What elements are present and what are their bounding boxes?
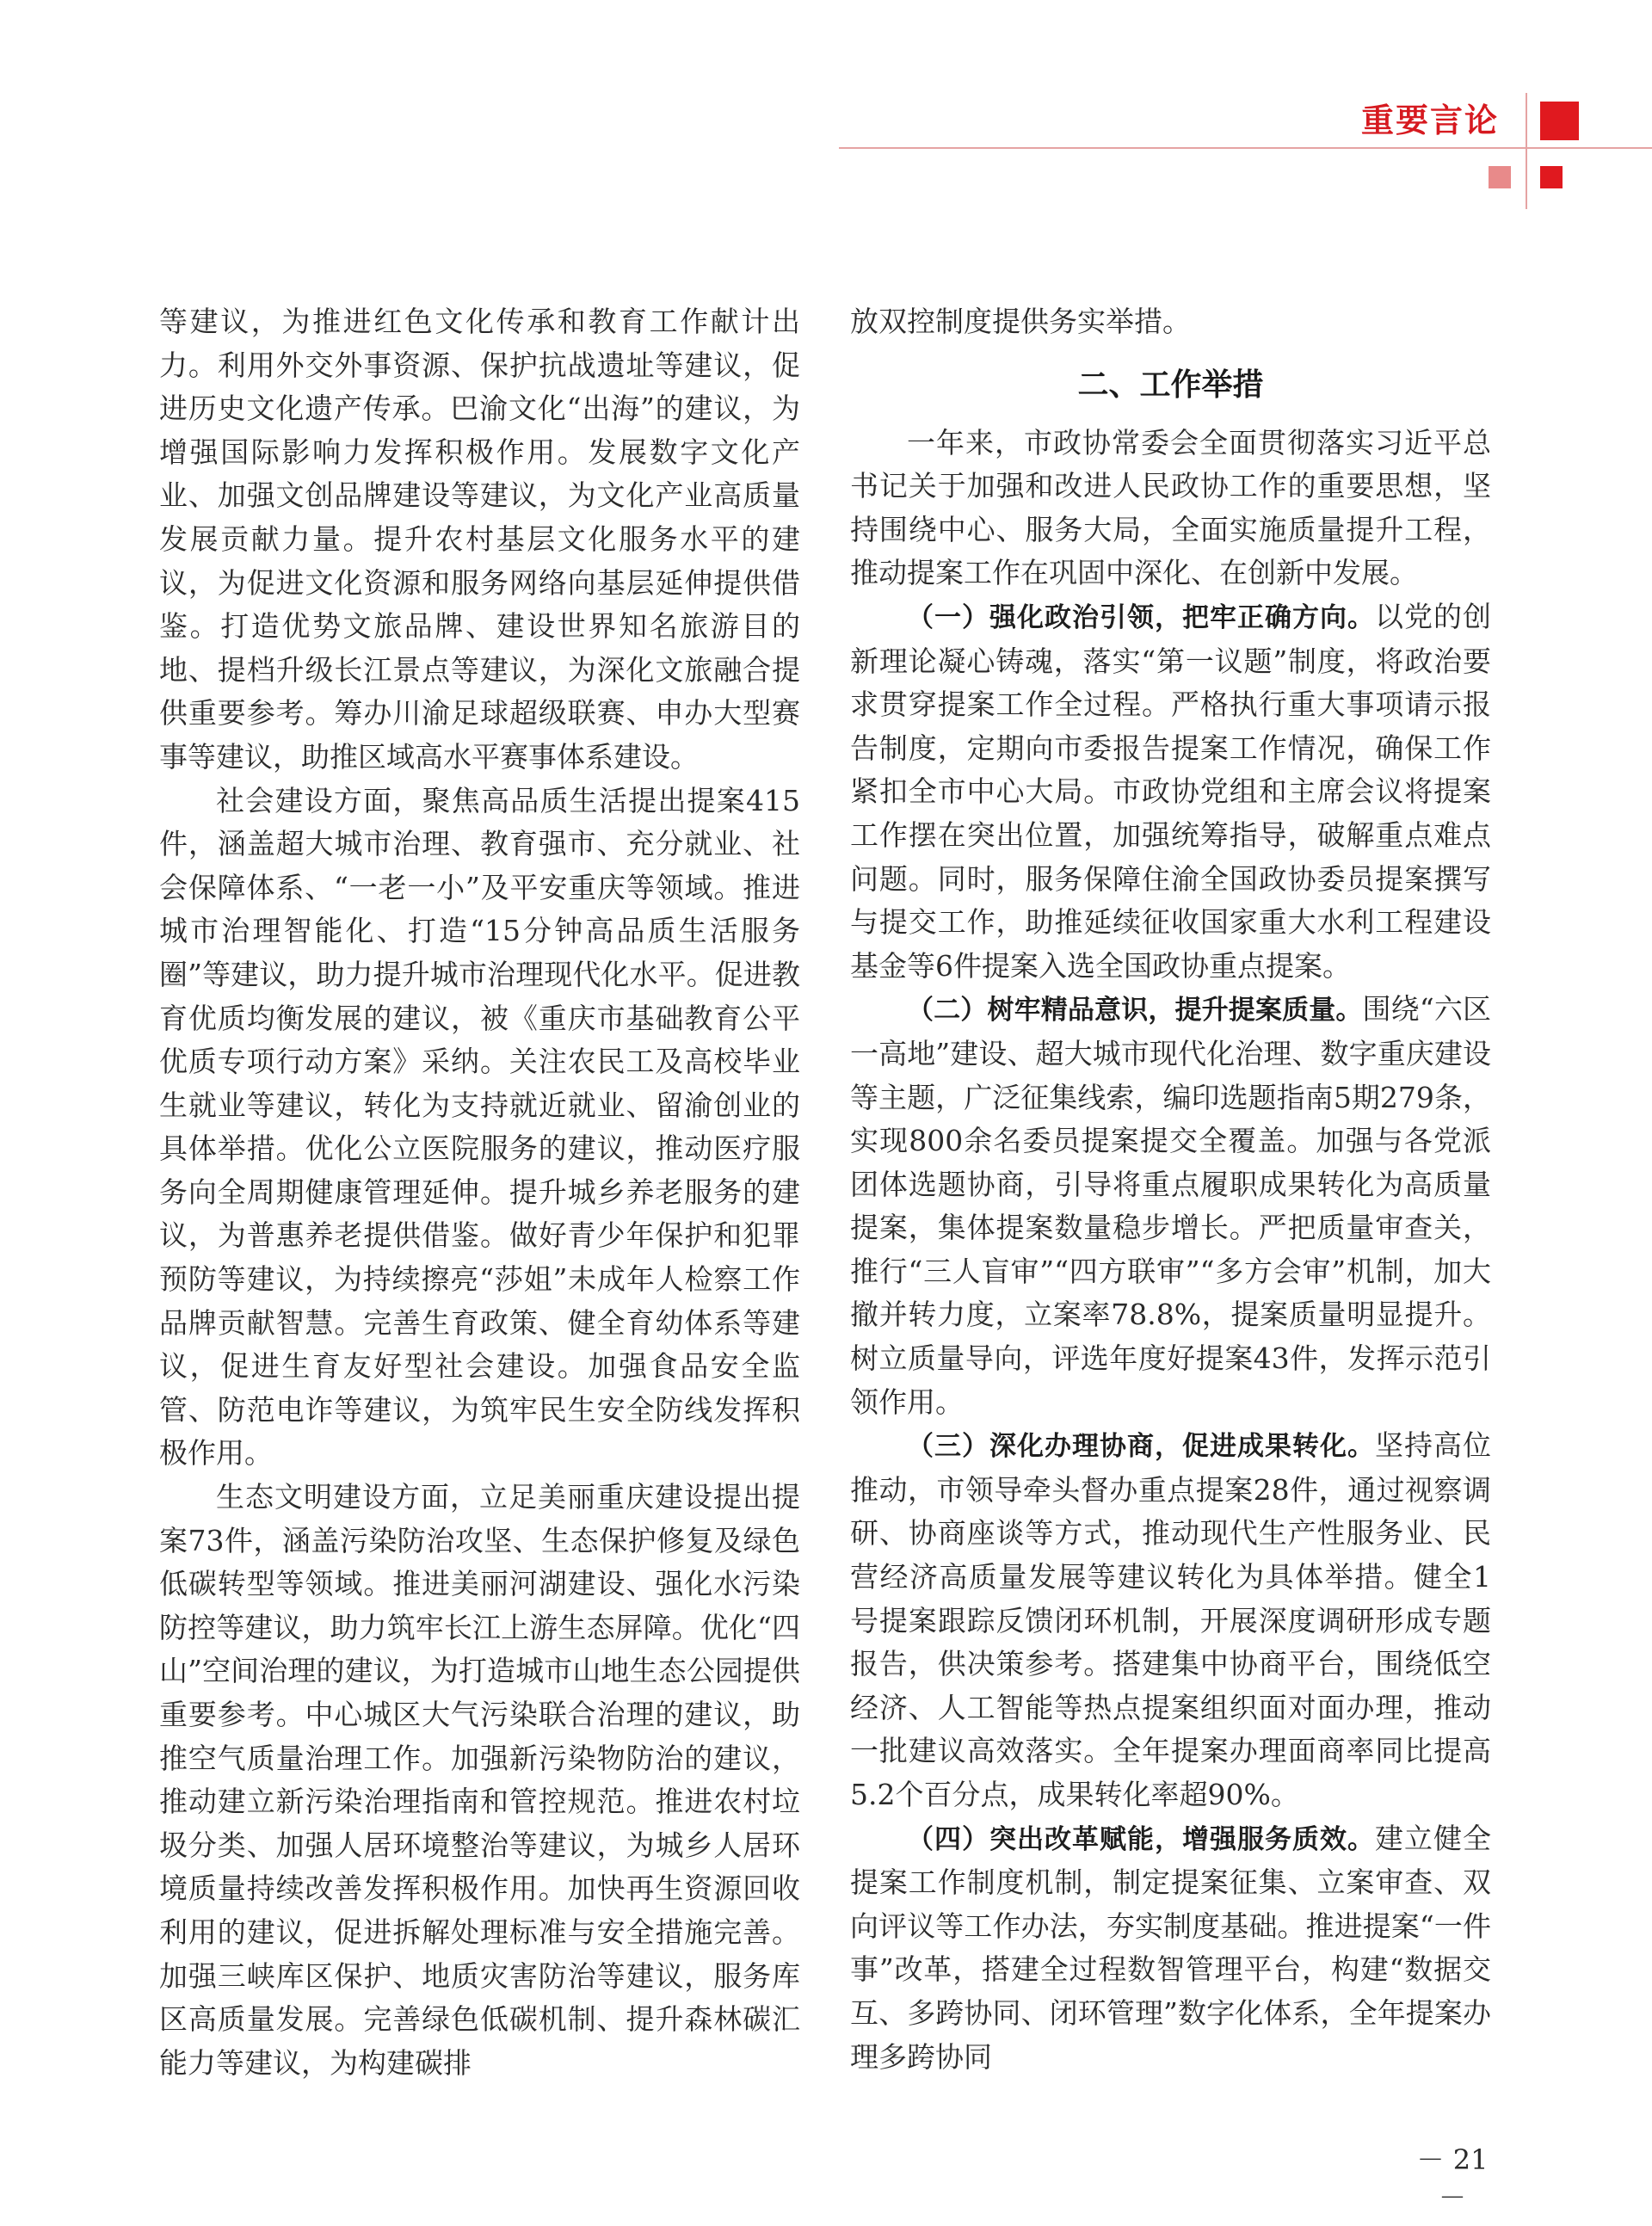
section-title: 重要言论: [1361, 102, 1500, 139]
item-2-text: 围绕“六区一高地”建设、超大城市现代化治理、数字重庆建设等主题，广泛征集线索，编印选题指南5期279条，实现800余名委员提案提交全覆盖。加强与各党派团体选题协商，引导将重点履职成果转化为高质量提案，集体提案数量稳步增长。严把质量审查关，推行“三人盲审”“四方联审”“多方会审”机制，加大撤并转力度，立案率78.8%，提案质量明显提升。树立质量导向，评选年度好提案43件，发挥示范引领作用。: [850, 992, 1491, 1419]
paragraph-intro: 一年来，市政协常委会全面贯彻落实习近平总书记关于加强和改进人民政协工作的重要思想，坚持围绕中心、服务大局，全面实施质量提升工程，推动提案工作在巩固中深化、在创新中发展。: [850, 425, 1491, 590]
paragraph-item-2: [850, 988, 1491, 1424]
paragraph-culture: 等建议，为推进红色文化传承和教育工作献计出力。利用外交外事资源、保护抗战遗址等建议，促进历史文化遗产传承。巴渝文化“出海”的建议，为增强国际影响力发挥积极作用。发展数字文化产业、加强文创品牌建设等建议，为文化产业高质量发展贡献力量。提升农村基层文化服务水平的建议，为促进文化资源和服务网络向基层延伸提供借鉴。打造优势文旅品牌、建设世界知名旅游目的地、提档升级长江景点等建议，为深化文旅融合提供重要参考。筹办川渝足球超级联赛、申办大型赛事等建议，助推区域高水平赛事体系建设。: [159, 305, 800, 774]
paragraph-ecology: 生态文明建设方面，立足美丽重庆建设提出提案73件，涵盖污染防治攻坚、生态保护修复及绿色低碳转型等领域。推进美丽河湖建设、强化水污染防控等建议，助力筑牢长江上游生态屏障。优化“四山”空间治理的建议，为打造城市山地生态公园提供重要参考。中心城区大气污染联合治理的建议，助推空气质量治理工作。加强新污染物防治的建议，推动建立新污染治理指南和管控规范。推进农村垃圾分类、加强人居环境整治等建议，为城乡人居环境质量持续改善发挥积极作用。加快再生资源回收利用的建议，促进拆解处理标准与安全措施完善。加强三峡库区保护、地质灾害防治等建议，服务库区高质量发展。完善绿色低碳机制、提升森林碳汇能力等建议，为构建碳排: [159, 1480, 800, 2080]
item-1-lead: （一）强化政治引领，把牢正确方向。: [907, 601, 1375, 633]
section-heading: 二、工作举措: [1077, 367, 1264, 403]
left-column: [159, 300, 800, 2085]
right-column: [850, 300, 1491, 2079]
paragraph-item-3: [850, 1424, 1491, 1816]
paragraph-continuation: 放双控制度提供务实举措。: [850, 305, 1191, 338]
header-square-large: [1540, 102, 1579, 140]
item-3-lead: （三）深化办理协商，促进成果转化。: [907, 1431, 1375, 1463]
header-square-small-light: [1489, 166, 1511, 188]
item-4-text: 建立健全提案工作制度机制，制定提案征集、立案审查、双向评议等工作办法，夯实制度基础。推进提案“一件事”改革，搭建全过程数智管理平台，构建“数据交互、多跨协同、闭环管理”数字化体系，全年提案办理多跨协同: [850, 1821, 1491, 2074]
item-4-lead: （四）突出改革赋能，增强服务质效。: [907, 1823, 1375, 1855]
item-1-text: 以党的创新理论凝心铸魂，落实“第一议题”制度，将政治要求贯穿提案工作全过程。严格执行重大事项请示报告制度，定期向市委报告提案工作情况，确保工作紧扣全市中心大局。市政协党组和主席会议将提案工作摆在突出位置，加强统筹指导，破解重点难点问题。同时，服务保障住渝全国政协委员提案撰写与提交工作，助推延续征收国家重大水利工程建设基金等6件提案入选全国政协重点提案。: [850, 599, 1491, 983]
item-2-lead: （二）树牢精品意识，提升提案质量。: [907, 995, 1363, 1027]
paragraph-social: 社会建设方面，聚焦高品质生活提出提案415件，涵盖超大城市治理、教育强市、充分就业、社会保障体系、“一老一小”及平安重庆等领域。推进城市治理智能化、打造“15分钟高品质生活服务圈”等建议，助力提升城市治理现代化水平。促进教育优质均衡发展的建议，被《重庆市基础教育公平优质专项行动方案》采纳。关注农民工及高校毕业生就业等建议，转化为支持就近就业、留渝创业的具体举措。优化公立医院服务的建议，推动医疗服务向全周期健康管理延伸。提升城乡养老服务的建议，为普惠养老提供借鉴。做好青少年保护和犯罪预防等建议，为持续擦亮“莎姐”未成年人检察工作品牌贡献智慧。完善生育政策、健全育幼体系等建议，促进生育友好型社会建设。加强食品安全监管、防范电诈等建议，为筑牢民生安全防线发挥积极作用。: [159, 783, 800, 1471]
paragraph-item-4: [850, 1817, 1491, 2080]
header-vertical-rule: [1526, 93, 1527, 209]
paragraph-item-1: [850, 595, 1491, 988]
item-3-text: 坚持高位推动，市领导牵头督办重点提案28件，通过视察调研、协商座谈等方式，推动现代生产性服务业、民营经济高质量发展等建议转化为具体举措。健全1号提案跟踪反馈闭环机制，开展深度调研形成专题报告，供决策参考。搭建集中协商平台，围绕低空经济、人工智能等热点提案组织面对面办理，推动一批建议高效落实。全年提案办理面商率同比提高5.2个百分点，成果转化率超90%。: [850, 1428, 1491, 1811]
page-number: － 21 －: [1416, 2143, 1489, 2214]
header-rule: [839, 147, 1652, 149]
header-square-small-red: [1540, 166, 1563, 188]
